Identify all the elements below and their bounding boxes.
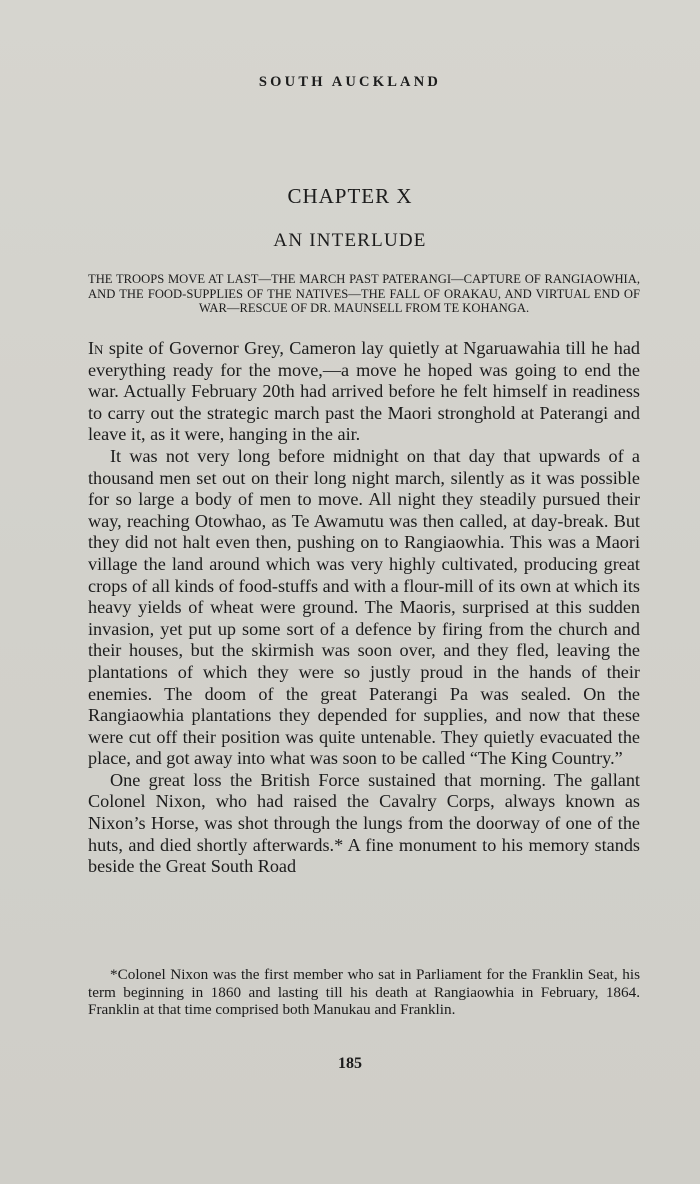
paragraph-1-text: spite of Governor Grey, Cameron lay quietly at Ngaruawahia till he had everything ready for the move,—a move he hoped was going to end the war. Actually February 20th had arrived before he felt himself in readiness to carry out the strategic march past the Maori stronghold at Paterangi and leave it, as it were, hanging in the air.	[88, 338, 640, 445]
page-number: 185	[338, 1055, 362, 1072]
chapter-synopsis: THE TROOPS MOVE AT LAST—THE MARCH PAST PATERANGI—CAPTURE OF RANGIAOWHIA, AND THE FOOD-SUPPLIES OF THE NATIVES—THE FALL OF ORAKAU, AND VIRTUAL END OF WAR—RESCUE OF DR. MAUNSELL FROM TE KOHANGA.	[88, 272, 640, 316]
paragraph-1	[88, 338, 640, 446]
paragraph-2: It was not very long before midnight on that day that upwards of a thousand men set out on their long night march, silently as it was possible for so large a body of men to move. All night they steadily pursued their way, reaching Otowhao, as Te Awamutu was then called, at day-break. But they did not halt even then, pushing on to Rangiaowhia. This was a Maori village the land around which was very highly cultivated, producing great crops of all kinds of food-stuffs and with a flour-mill of its own at which its heavy yields of wheat were ground. The Maoris, surprised at this sudden invasion, yet put up some sort of a defence by firing from the church and their houses, but the skirmish was soon over, and they fled, leaving the plantations of which they were so justly proud in the hands of their enemies. The doom of the great Paterangi Pa was sealed. On the Rangiaowhia plantations they depended for supplies, and now that these were cut off their position was quite untenable. They quietly evacuated the place, and got away into what was soon to be called “The King Country.”	[88, 445, 640, 769]
running-head: SOUTH AUCKLAND	[258, 74, 442, 90]
paragraph-1-lead: In	[88, 338, 104, 358]
chapter-title: AN INTERLUDE	[273, 230, 427, 251]
paragraph-3: One great loss the British Force sustained that morning. The gallant Colonel Nixon, who had raised the Cavalry Corps, always known as Nixon’s Horse, was shot through the lungs from the doorway of one of the huts, and died shortly afterwards.* A fine monument to his memory stands beside the Great South Road	[88, 769, 640, 877]
body-text	[88, 338, 640, 878]
chapter-number: CHAPTER X	[287, 184, 413, 208]
footnote: *Colonel Nixon was the first member who sat in Parliament for the Franklin Seat, his term beginning in 1860 and lasting till his death at Rangiaowhia in February, 1864. Franklin at that time comprised both Manukau and Franklin.	[88, 966, 640, 1019]
